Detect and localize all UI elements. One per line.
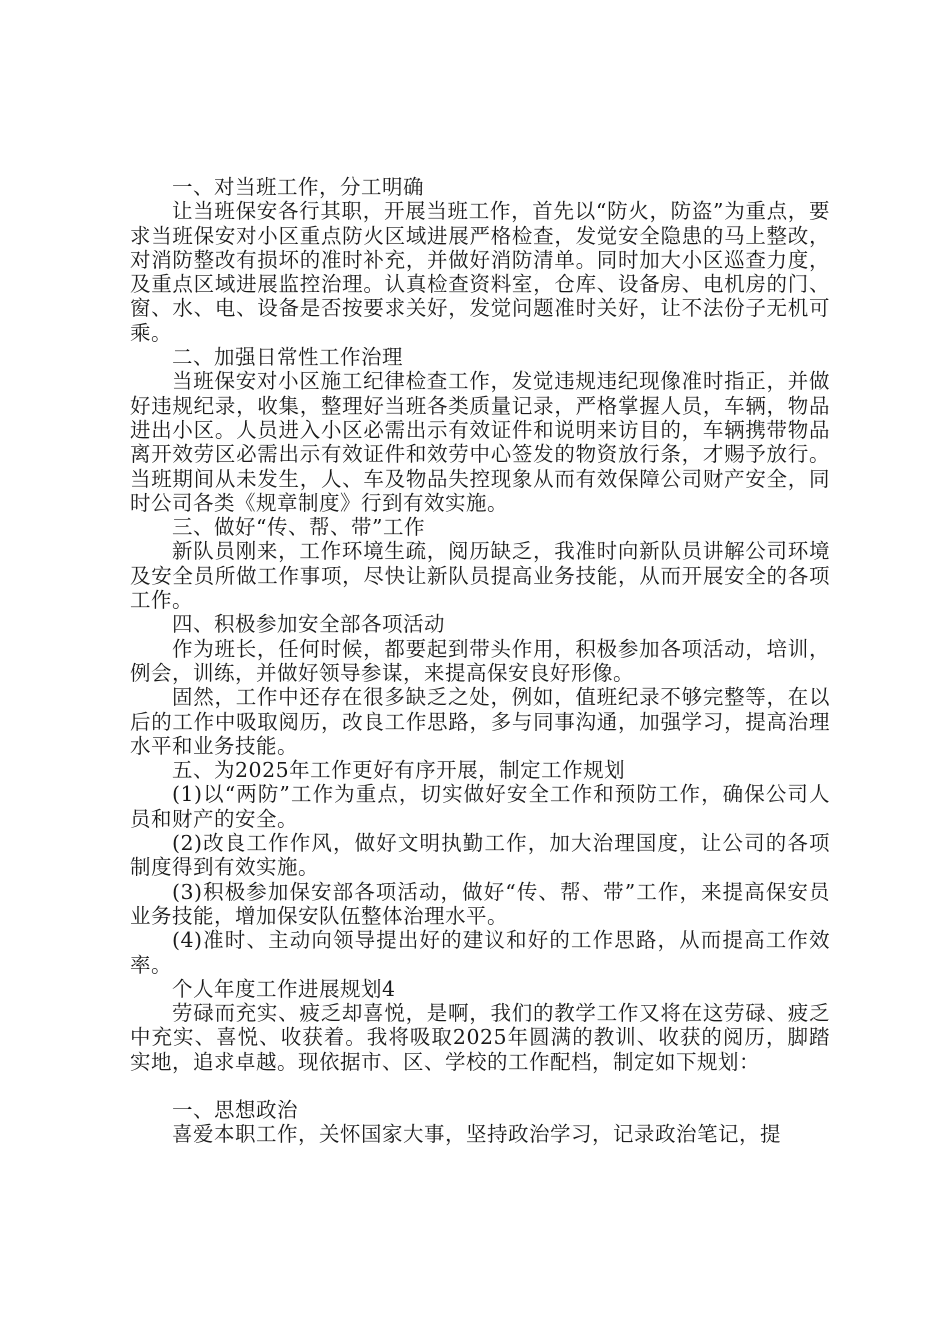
paragraph: 当班保安对小区施工纪律检查工作，发觉违规违纪现像准时指正，并做好违规纪录，收集，整理好当班各类质量记录，严格掌握人员，车辆，物品进出小区。人员进入小区必需出示有效证件和说明来访目的，车辆携带物品离开效劳区必需出示有效证件和效劳中心签发的物资放行条，才赐予放行。当班期间从未发生，人、车及物品失控现象从而有效保障公司财产安全，同时公司各类《规章制度》行到有效实施。 [130, 369, 830, 515]
paragraph: 新队员刚来，工作环境生疏，阅历缺乏，我准时向新队员讲解公司环境及安全员所做工作事项，尽快让新队员提高业务技能，从而开展安全的各项工作。 [130, 539, 830, 613]
section-heading-2: 二、加强日常性工作治理 [172, 345, 403, 370]
paragraph: 作为班长，任何时候，都要起到带头作用，积极参加各项活动，培训，例会，训练，并做好领导参谋，来提高保安良好形像。 [130, 636, 830, 685]
list-item: (1)以“两防”工作为重点，切实做好安全工作和预防工作，确保公司人员和财产的安全。 [130, 782, 830, 831]
list-item: (2)改良工作作风，做好文明执勤工作，加大治理国度，让公司的各项制度得到有效实施。 [130, 831, 830, 880]
document-body [130, 175, 830, 1147]
list-item: (4)准时、主动向领导提出好的建议和好的工作思路，从而提高工作效率。 [130, 928, 830, 977]
list-item: (3)积极参加保安部各项活动，做好“传、帮、带”工作，来提高保安员业务技能，增加保安队伍整体治理水平。 [130, 879, 830, 928]
paragraph: 劳碌而充实、疲乏却喜悦，是啊，我们的教学工作又将在这劳碌、疲乏中充实、喜悦、收获着。我将吸取2025年圆满的教训、收获的阅历，脚踏实地，追求卓越。现依据市、区、学校的工作配档，制定如下规划： [130, 1001, 830, 1074]
section-heading-3: 三、做好“传、帮、带”工作 [172, 515, 425, 540]
section-heading-4: 四、积极参加安全部各项活动 [172, 612, 445, 637]
paragraph: 喜爱本职工作，关怀国家大事，坚持政治学习，记录政治笔记，提 [172, 1122, 781, 1147]
paragraph: 固然，工作中还存在很多缺乏之处，例如，值班纪录不够完整等，在以后的工作中吸取阅历，改良工作思路，多与同事沟通，加强学习，提高治理水平和业务技能。 [130, 685, 830, 758]
document-title: 个人年度工作进展规划4 [172, 976, 396, 1001]
section-heading-politics: 一、思想政治 [172, 1097, 298, 1122]
paragraph: 让当班保安各行其职，开展当班工作，首先以“防火，防盗”为重点，要求当班保安对小区重点防火区域进展严格检查，发觉安全隐患的马上整改，对消防整改有损坏的准时补充，并做好消防清单。同时加大小区巡查力度，及重点区域进展监控治理。认真检查资料室，仓库、设备房、电机房的门、窗、水、电、设备是否按要求关好，发觉问题准时关好，让不法份子无机可乘。 [130, 199, 830, 345]
section-heading-5: 五、为2025年工作更好有序开展，制定工作规划 [172, 758, 626, 783]
section-heading-1: 一、对当班工作，分工明确 [172, 175, 424, 199]
